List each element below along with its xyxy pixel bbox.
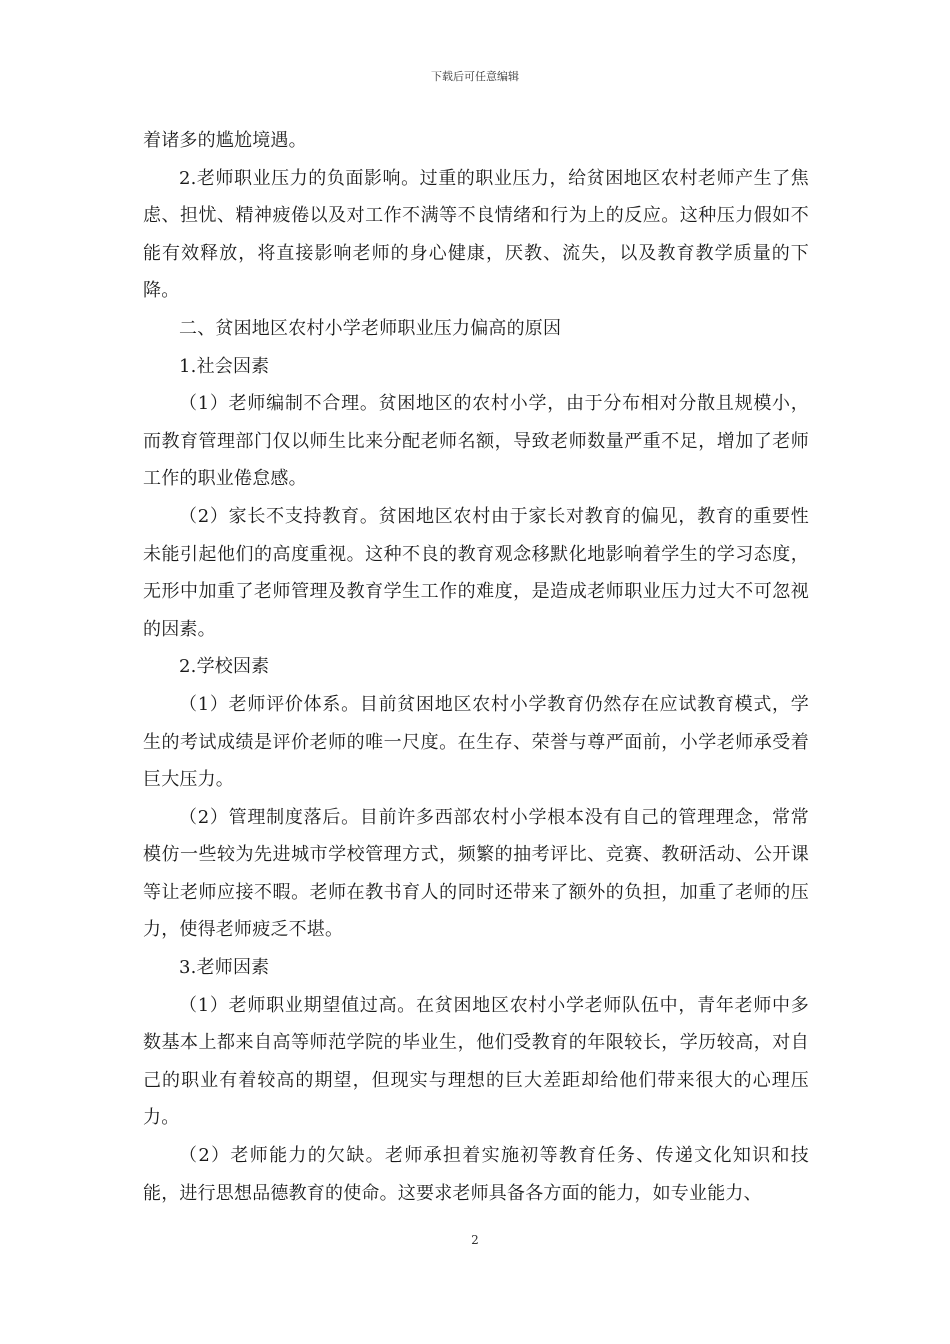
paragraph-negative-impact: 2.老师职业压力的负面影响。过重的职业压力，给贫困地区农村老师产生了焦虑、担忧、精神疲倦以及对工作不满等不良情绪和行为上的反应。这种压力假如不能有效释放，将直接影响老师的身心健康，厌教、流失，以及教育教学质量的下降。	[143, 167, 809, 302]
document-body	[143, 122, 809, 1212]
paragraph-continuation: 着诸多的尴尬境遇。	[143, 130, 307, 151]
paragraph-staffing: （1）老师编制不合理。贫困地区的农村小学，由于分布相对分散且规模小，而教育管理部门仅以师生比来分配老师名额，导致老师数量严重不足，增加了老师工作的职业倦怠感。	[143, 393, 809, 490]
paragraph-parents: （2）家长不支持教育。贫困地区农村由于家长对教育的偏见，教育的重要性未能引起他们的高度重视。这种不良的教育观念移默化地影响着学生的学习态度，无形中加重了老师管理及教育学生工作的难度，是造成老师职业压力过大不可忽视的因素。	[143, 505, 809, 640]
paragraph-evaluation-system: （1）老师评价体系。目前贫困地区农村小学教育仍然存在应试教育模式，学生的考试成绩是评价老师的唯一尺度。在生存、荣誉与尊严面前，小学老师承受着巨大压力。	[143, 693, 809, 791]
paragraph-management-system: （2）管理制度落后。目前许多西部农村小学根本没有自己的管理理念，常常模仿一些较为先进城市学校管理方式，频繁的抽考评比、竞赛、教研活动、公开课等让老师应接不暇。老师在教书育人的同时还带来了额外的负担，加重了老师的压力，使得老师疲乏不堪。	[143, 806, 809, 941]
section-heading-causes: 二、贫困地区农村小学老师职业压力偏高的原因	[179, 317, 562, 339]
subheading-teacher-factors: 3.老师因素	[179, 957, 270, 979]
subheading-school-factors: 2.学校因素	[179, 656, 270, 678]
page-header: 下载后可任意编辑	[431, 70, 519, 83]
paragraph-expectations: （1）老师职业期望值过高。在贫困地区农村小学老师队伍中，青年老师中多数基本上都来自高等师范学院的毕业生，他们受教育的年限较长，学历较高，对自己的职业有着较高的期望，但现实与理想的巨大差距却给他们带来很大的心理压力。	[143, 994, 809, 1129]
page-number: 2	[471, 1233, 479, 1247]
paragraph-ability: （2）老师能力的欠缺。老师承担着实施初等教育任务、传递文化知识和技能，进行思想品德教育的使命。这要求老师具备各方面的能力，如专业能力、	[143, 1145, 809, 1204]
subheading-social-factors: 1.社会因素	[179, 355, 270, 377]
